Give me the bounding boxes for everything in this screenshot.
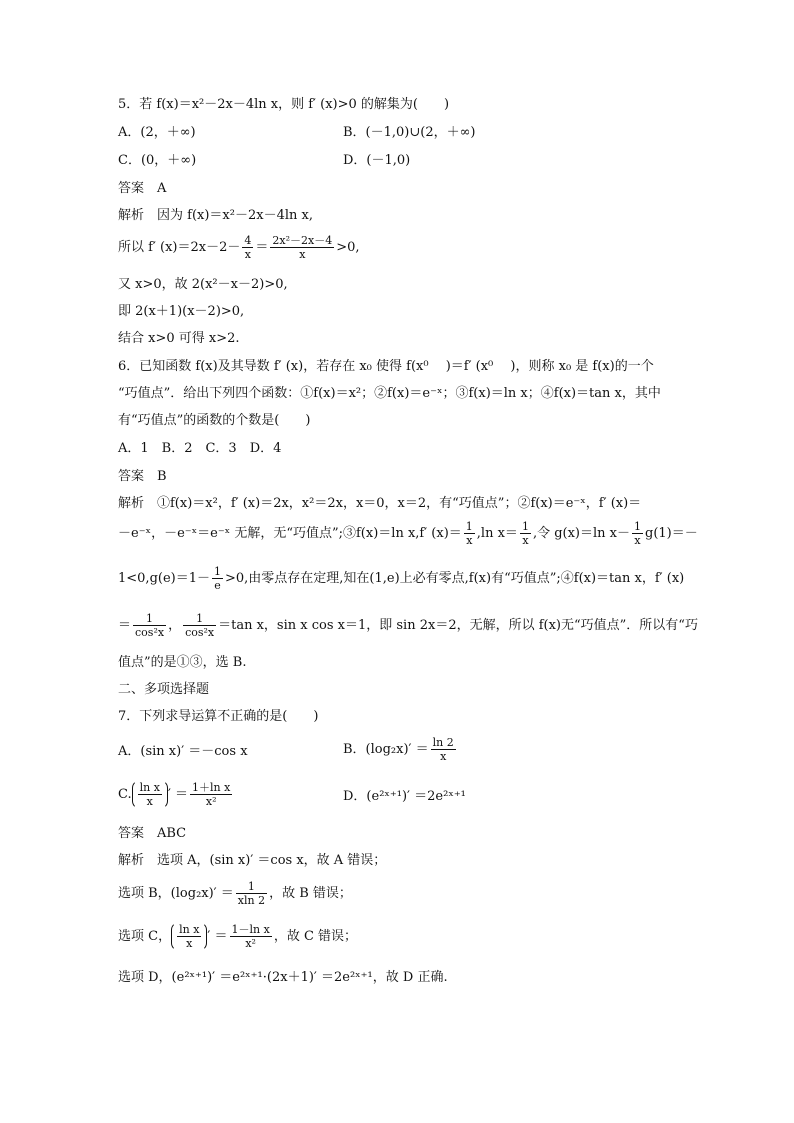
- q7-analysis-3-tail: ，故 C 错误；: [273, 929, 358, 944]
- fraction-denominator: xln 2: [237, 894, 266, 907]
- q5-option-b: B．(－1,0)∪(2，＋∞): [343, 125, 476, 140]
- q5-answer: 答案 A: [118, 181, 167, 196]
- q6-analysis-2-text: －e⁻ˣ，－e⁻ˣ＝e⁻ˣ 无解，无“巧值点”;③f(x)＝ln x,f′ (x)＝: [118, 526, 462, 541]
- fraction-denominator: x: [522, 534, 529, 547]
- fraction-denominator: x: [466, 534, 473, 547]
- q6-analysis-5: 值点”的是①③，选 B.: [118, 655, 247, 670]
- fraction: [177, 923, 201, 950]
- prime-equals: ′ ＝: [167, 787, 189, 802]
- q7-option-a: A．(sin x)′ ＝－cos x: [118, 744, 248, 759]
- fraction-numerator: 2x²－2x－4: [272, 234, 333, 247]
- fraction-numerator: 1: [183, 612, 216, 626]
- fraction-denominator: x: [244, 248, 251, 261]
- fraction-numerator: 4: [244, 234, 252, 247]
- fraction: [212, 565, 223, 592]
- q6-analysis-2-mid2: ,令 g(x)＝ln x－: [532, 526, 630, 541]
- q6-analysis-4-text: ＝: [118, 618, 132, 633]
- q6-stem-1: 6．已知函数 f(x)及其导数 f′ (x)，若存在 x₀ 使得 f(x⁰ )＝f′ (x⁰ )，则称 x₀ 是 f(x)的一个: [118, 359, 654, 374]
- fraction: [464, 520, 475, 547]
- fraction-denominator: x: [299, 248, 306, 261]
- fraction-denominator: x: [634, 534, 641, 547]
- fraction: [270, 234, 334, 261]
- q5-stem: 5．若 f(x)＝x²－2x－4ln x，则 f′ (x)>0 的解集为( ): [118, 97, 450, 112]
- fraction: [520, 520, 531, 547]
- fraction-numerator: 1: [236, 880, 267, 894]
- q7-analysis-2-tail: ，故 B 错误；: [269, 886, 352, 901]
- fraction-denominator: x: [440, 750, 447, 763]
- q7-analysis-2-text: 选项 B，(log₂x)′ ＝: [118, 886, 234, 901]
- fraction: [236, 880, 267, 907]
- parenthesis-group: [132, 780, 168, 809]
- q7-option-c: [118, 780, 234, 809]
- q5-analysis-3: 又 x>0，故 2(x²－x－2)>0,: [118, 277, 288, 292]
- q5-analysis-2-tail: >0,: [336, 240, 360, 255]
- fraction: [138, 781, 162, 808]
- q5-analysis-2: [118, 234, 360, 261]
- fraction-numerator: 1＋ln x: [192, 781, 231, 794]
- fraction-numerator: ln 2: [432, 736, 454, 749]
- q6-analysis-2: [118, 520, 698, 547]
- q6-answer: 答案 B: [118, 469, 167, 484]
- fraction-denominator: x: [186, 937, 193, 950]
- fraction: [242, 234, 253, 261]
- q6-stem-3: 有“巧值点”的函数的个数是( ): [118, 413, 311, 428]
- fraction: [133, 612, 166, 639]
- q5-analysis-4: 即 2(x＋1)(x－2)>0,: [118, 304, 245, 319]
- equals-sign: ＝: [255, 240, 269, 255]
- section-title: 二、多项选择题: [118, 682, 210, 697]
- q6-analysis-4-tail: ＝tan x，sin x cos x＝1，即 sin 2x＝2，无解，所以 f(x)无“巧值点”．所以有“巧: [218, 618, 698, 633]
- fraction-denominator: cos²x: [135, 626, 165, 639]
- parenthesis-group: [171, 922, 207, 951]
- q7-analysis-3-text: 选项 C，: [118, 929, 172, 944]
- fraction-numerator: 1: [634, 520, 641, 533]
- q7-option-b-text: B．(log₂x)′ ＝: [343, 742, 429, 757]
- fraction: [632, 520, 643, 547]
- q6-analysis-3-tail: >0,由零点存在定理,知在(1,e)上必有零点,f(x)有“巧值点”;④f(x)＝tan x，f′ (x): [225, 571, 685, 586]
- fraction-numerator: 1－ln x: [231, 923, 270, 936]
- fraction-numerator: 1: [133, 612, 166, 626]
- q7-option-d: D．(e²ˣ⁺¹)′ ＝2e²ˣ⁺¹: [343, 789, 466, 804]
- q5-analysis-5: 结合 x>0 可得 x>2.: [118, 331, 240, 346]
- q7-answer: 答案 ABC: [118, 826, 187, 841]
- fraction: [183, 612, 216, 639]
- prime-equals: ′ ＝: [207, 929, 228, 944]
- q7-option-b: [343, 736, 458, 763]
- q6-stem-2: “巧值点”．给出下列四个函数：①f(x)＝x²；②f(x)＝e⁻ˣ；③f(x)＝ln x；④f(x)＝tan x，其中: [118, 386, 661, 401]
- fraction-numerator: 1: [521, 520, 529, 533]
- comma: ，: [168, 618, 182, 633]
- fraction-denominator: x²: [205, 795, 217, 808]
- q6-analysis-4: [118, 612, 698, 639]
- fraction: [431, 736, 456, 763]
- q5-analysis-2-text: 所以 f′ (x)＝2x－2－: [118, 240, 241, 255]
- q5-option-d: D．(－1,0): [343, 153, 411, 168]
- fraction-denominator: x: [146, 795, 153, 808]
- q5-analysis-1: 解析 因为 f(x)＝x²－2x－4ln x,: [118, 208, 313, 223]
- q6-analysis-3: [118, 565, 684, 592]
- fraction-numerator: ln x: [179, 923, 200, 936]
- q7-analysis-1: 解析 选项 A，(sin x)′ ＝cos x，故 A 错误；: [118, 853, 387, 868]
- q5-option-a: A．(2，＋∞): [118, 125, 196, 140]
- q6-analysis-2-mid: ,ln x＝: [476, 526, 518, 541]
- q7-option-c-text: C.: [118, 787, 132, 802]
- fraction: [230, 923, 272, 950]
- fraction: [190, 781, 232, 808]
- q6-analysis-1: 解析 ①f(x)＝x²，f′ (x)＝2x，x²＝2x，x＝0，x＝2，有“巧值点”；②f(x)＝e⁻ˣ，f′ (x)＝: [118, 496, 642, 511]
- fraction-numerator: ln x: [139, 781, 160, 794]
- q7-analysis-3: [118, 922, 357, 951]
- fraction-denominator: e: [214, 579, 221, 592]
- fraction-denominator: x²: [245, 937, 256, 950]
- q5-option-c: C．(0，＋∞): [118, 153, 197, 168]
- q7-analysis-2: [118, 880, 352, 907]
- q7-analysis-4: 选项 D，(e²ˣ⁺¹)′ ＝e²ˣ⁺¹·(2x＋1)′ ＝2e²ˣ⁺¹，故 D 正确.: [118, 970, 448, 985]
- fraction-denominator: cos²x: [185, 626, 215, 639]
- fraction-numerator: 1: [214, 565, 221, 578]
- q6-analysis-2-tail: g(1)＝－: [645, 526, 698, 541]
- q6-analysis-3-text: 1<0,g(e)＝1－: [118, 571, 210, 586]
- q6-options: A．1 B．2 C．3 D．4: [118, 441, 282, 456]
- q7-stem: 7．下列求导运算不正确的是( ): [118, 709, 319, 724]
- fraction-numerator: 1: [465, 520, 473, 533]
